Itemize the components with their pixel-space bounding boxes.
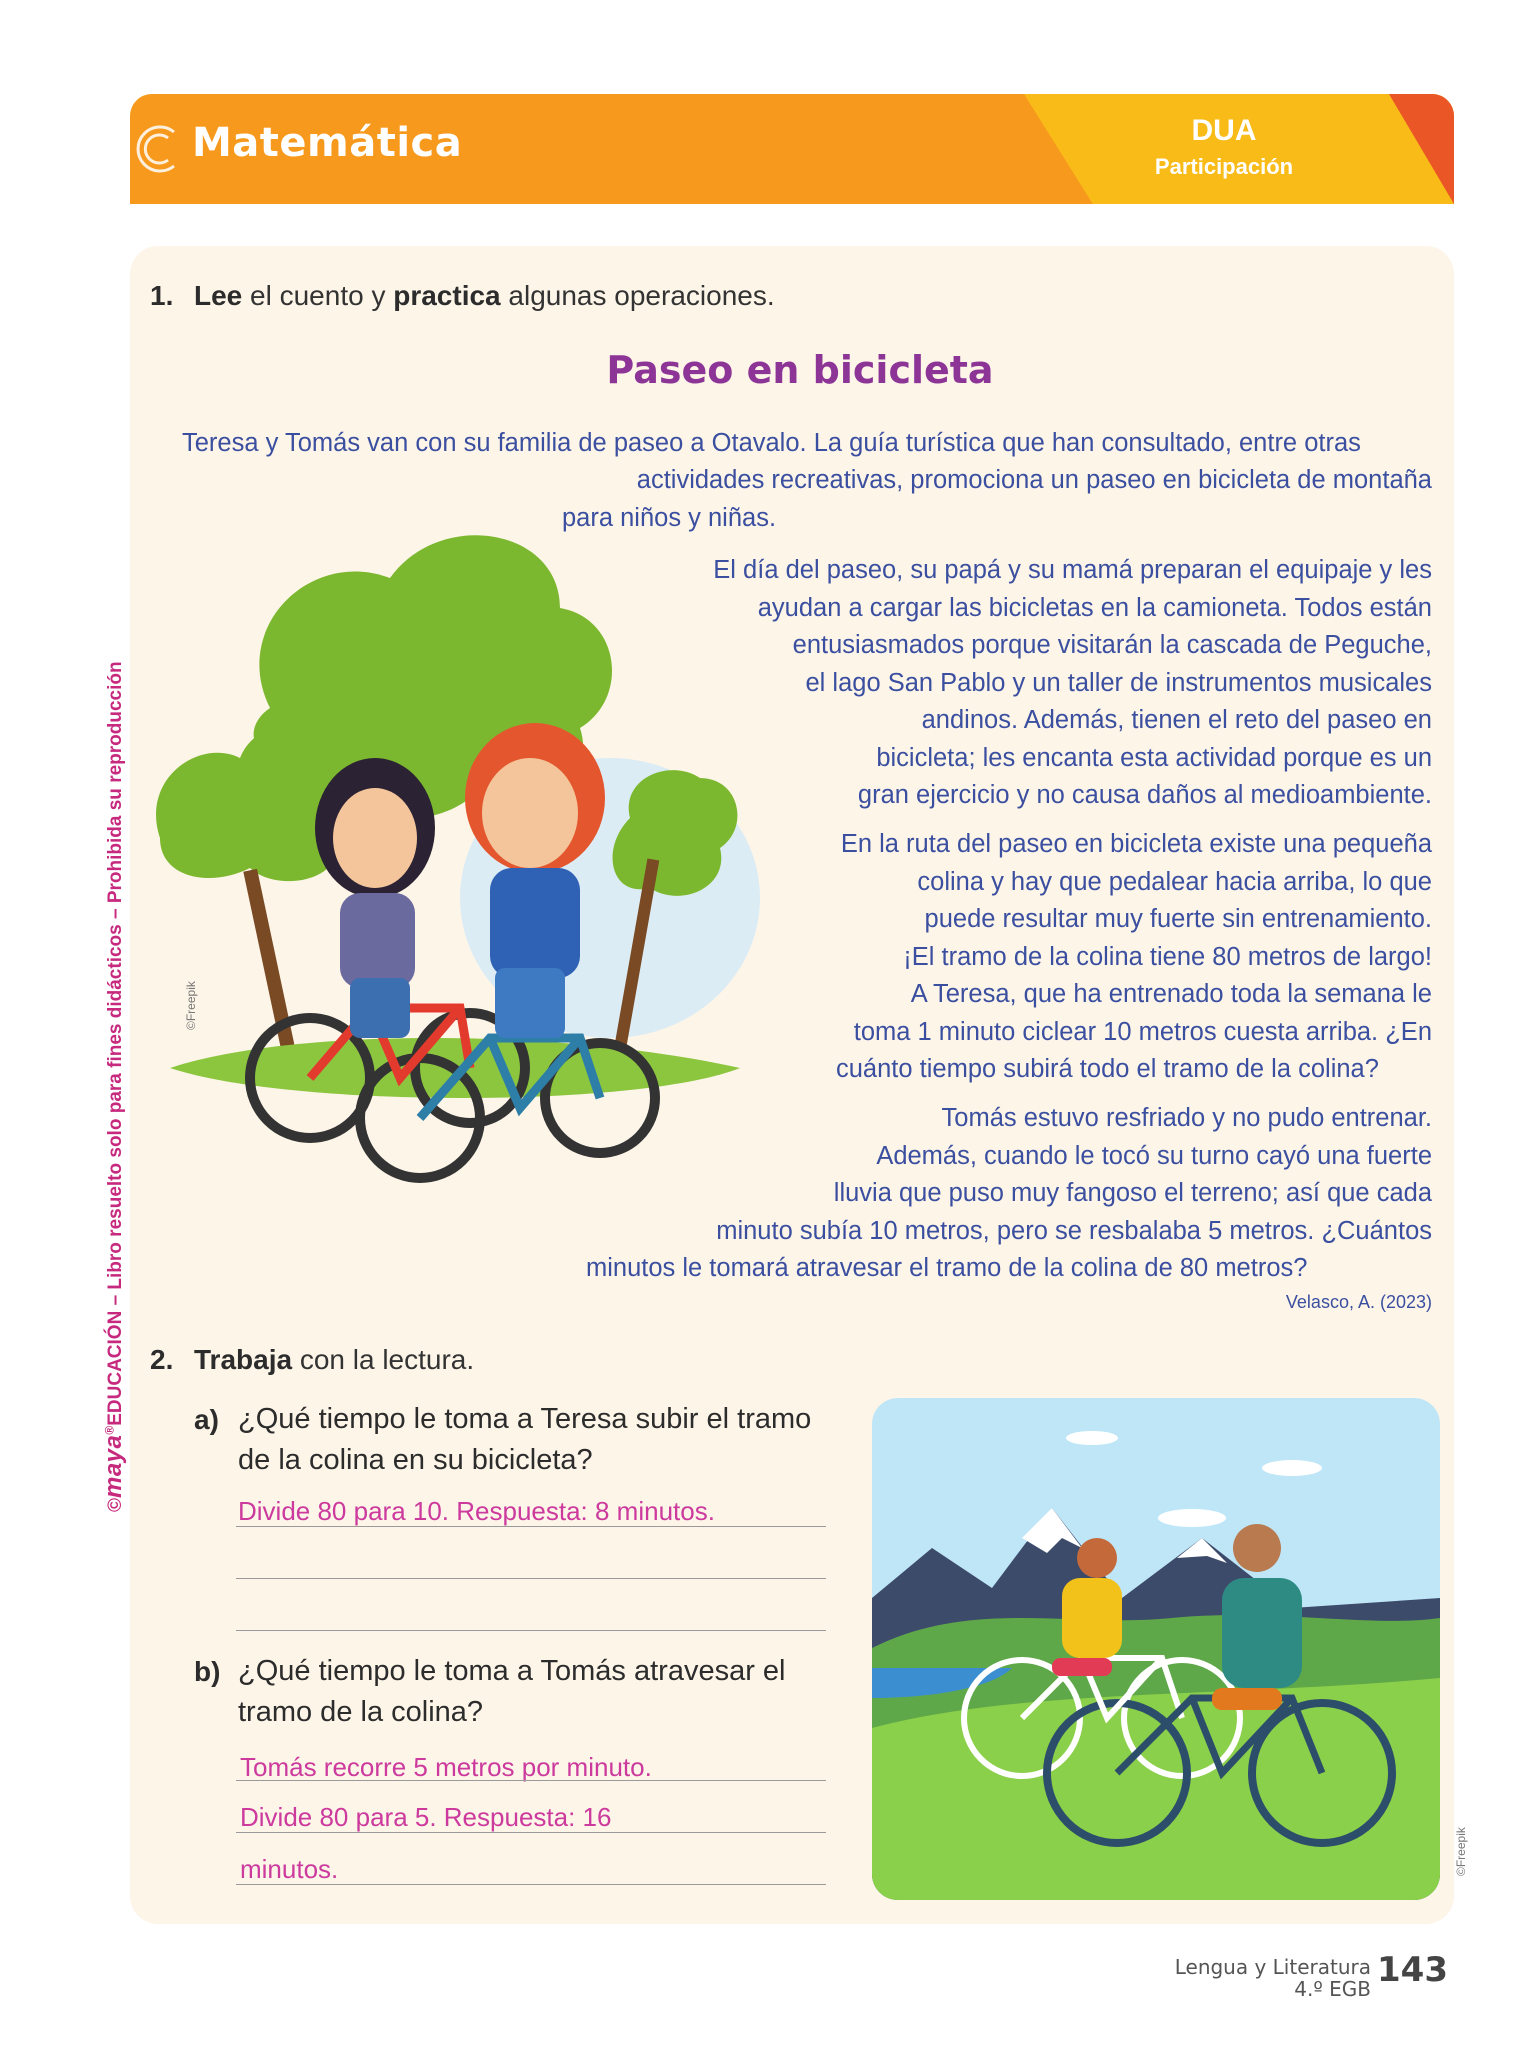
q2-bold-trabaja: Trabaja xyxy=(194,1344,293,1375)
copyright-symbol: © xyxy=(105,1498,126,1512)
question-2b-letter: b) xyxy=(194,1656,221,1687)
story-paragraph-1b xyxy=(520,462,1432,500)
story-title: Paseo en bicicleta xyxy=(606,348,994,392)
question-2-number: 2. xyxy=(150,1344,174,1375)
answer-2b-line-1: Tomás recorre 5 metros por minuto. xyxy=(240,1752,652,1782)
story-p1-rest: actividades recreativas, promociona un paseo en bicicleta de montaña xyxy=(636,466,1432,494)
answer-2a-rule-2[interactable] xyxy=(236,1578,826,1579)
answer-2b-rule-1[interactable] xyxy=(236,1780,826,1781)
kids-biking-illustration xyxy=(140,508,780,1188)
question-2-instruction xyxy=(194,1344,474,1376)
dua-title: DUA xyxy=(1191,114,1257,147)
story-p1-line1: Teresa y Tomás van con su familia de paseo a Otavalo. La guía turística que han consultado, entre otras xyxy=(182,429,1361,457)
story-paragraph-2: El día del paseo, su papá y su mamá preparan el equipaje y les ayudan a cargar las bicicletas en la camioneta. Todos están entusiasmados porque visitarán la cascada de Peguche, el lago San Pablo y un taller de instrumentos musicales andinos. Además, tienen el reto del paseo en bicicleta; les encanta esta actividad porque es un gran ejercicio y no causa daños al medioambiente. xyxy=(713,556,1432,809)
notice-text: EDUCACIÓN – Libro resuelto solo para fines didácticos – Prohibida su reproducción xyxy=(105,661,126,1426)
answer-2a-rule-3[interactable] xyxy=(236,1630,826,1631)
page-number: 143 xyxy=(1377,1950,1448,1990)
answer-2a-rule-1[interactable] xyxy=(236,1526,826,1527)
mountain-biking-illustration xyxy=(872,1398,1440,1900)
answer-2a-line-1: Divide 80 para 10. Respuesta: 8 minutos. xyxy=(238,1496,715,1526)
subject-c-icon xyxy=(134,122,180,176)
registered-symbol: ® xyxy=(102,1425,117,1435)
copyright-notice xyxy=(100,661,128,1512)
question-2a-text: ¿Qué tiempo le toma a Teresa subir el tramo de la colina en su bicicleta? xyxy=(238,1403,812,1476)
question-1-instruction xyxy=(194,280,775,312)
q1-text-2: algunas operaciones. xyxy=(500,280,775,311)
answer-2b-line-2: Divide 80 para 5. Respuesta: 16 xyxy=(240,1802,612,1832)
story-paragraph-3: En la ruta del paseo en bicicleta existe una pequeña colina y hay que pedalear hacia arriba, lo que puede resultar muy fuerte sin entrenamiento. ¡El tramo de la colina tiene 80 metros de largo! A Teresa, que ha entrenado toda la semana le toma 1 minuto ciclear 10 metros cuesta arriba. ¿En cuánto tiempo subirá todo el tramo de la colina? xyxy=(836,830,1432,1083)
dua-subtitle: Participación xyxy=(1154,154,1294,179)
image-credit-2: ©Freepik xyxy=(1454,1827,1468,1876)
story-citation: Velasco, A. (2023) xyxy=(1285,1292,1432,1312)
brand-name: maya xyxy=(100,1434,127,1498)
subject-header xyxy=(130,94,1454,204)
footer-grade: 4.º EGB xyxy=(1294,1977,1371,2001)
question-2a-letter: a) xyxy=(194,1404,219,1435)
header-yellow-band xyxy=(1024,94,1454,204)
subject-title: Matemática xyxy=(192,120,463,166)
q1-bold-practica: practica xyxy=(393,280,501,311)
q1-bold-lee: Lee xyxy=(194,280,243,311)
q1-text-1: el cuento y xyxy=(242,280,394,311)
footer-book-info xyxy=(1175,1956,1371,2000)
answer-2b-rule-2[interactable] xyxy=(236,1832,826,1833)
question-1-number: 1. xyxy=(150,280,174,311)
answer-2b-rule-3[interactable] xyxy=(236,1884,826,1885)
story-paragraph-4: Tomás estuvo resfriado y no pudo entrenar. Además, cuando le tocó su turno cayó una fuerte lluvia que puso muy fangoso el terreno; así que cada minuto subía 10 metros, pero se resbalaba 5 metros. ¿Cuántos minutos le tomará atravesar el tramo de la colina de 80 metros? xyxy=(586,1104,1432,1282)
q2-text: con la lectura. xyxy=(292,1344,475,1375)
footer-book-title: Lengua y Literatura xyxy=(1174,1955,1371,1979)
story-paragraph-1 xyxy=(182,425,1432,463)
answer-2b-line-3: minutos. xyxy=(240,1854,339,1884)
image-credit-1: ©Freepik xyxy=(184,981,198,1030)
question-2b-text: ¿Qué tiempo le toma a Tomás atravesar el tramo de la colina? xyxy=(238,1655,786,1728)
story-p1-end: para niños y niñas. xyxy=(562,504,777,532)
